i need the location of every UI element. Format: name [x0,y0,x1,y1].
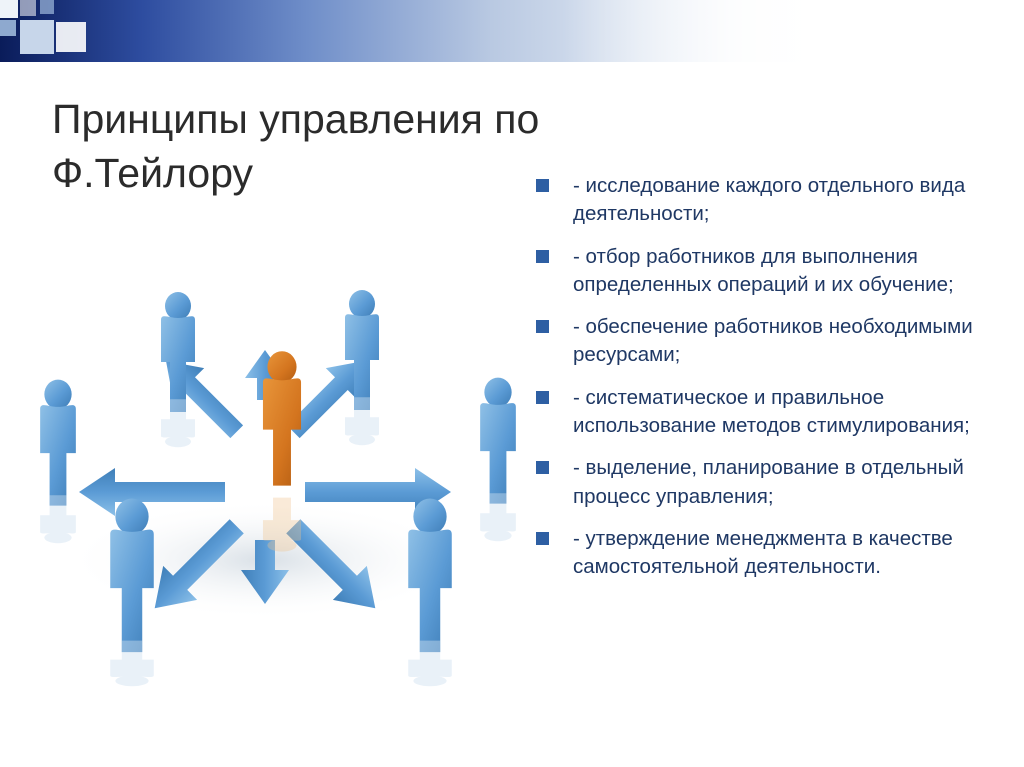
team-arrows-svg [10,230,530,730]
page-title: Принципы управления по Ф.Тейлору [52,96,540,196]
band-square-5 [56,22,86,52]
list-item [536,384,998,441]
bullet-square-icon [536,320,549,333]
bullet-text: - обеспечение работников необходимыми ресурсами; [573,315,973,367]
bullet-square-icon [536,532,549,545]
list-item [536,313,998,370]
bullet-text: - отбор работников для выполнения определенных операций и их обучение; [573,244,954,296]
slide-header-band [0,0,1024,62]
list-item [536,525,998,582]
bullet-square-icon [536,391,549,404]
bullet-text: - систематическое и правильное использование методов стимулирования; [573,385,970,437]
bullet-square-icon [536,179,549,192]
band-square-1 [0,0,18,18]
band-square-3 [0,20,16,36]
band-square-6 [40,0,54,14]
list-item [536,172,998,229]
bullet-text: - исследование каждого отдельного вида деятельности; [573,174,966,226]
bullet-square-icon [536,461,549,474]
band-square-4 [20,20,54,54]
list-item [536,454,998,511]
bullet-list [536,172,998,595]
bullet-square-icon [536,250,549,263]
list-item [536,243,998,300]
band-fade-overlay [0,0,1024,62]
leader-figure [263,351,301,485]
bullet-text: - утверждение менеджмента в качестве самостоятельной деятельности. [573,526,953,579]
illustration-leader-team [10,230,530,730]
band-square-2 [20,0,36,16]
bullet-text: - выделение, планирование в отдельный процесс управления; [573,456,964,508]
